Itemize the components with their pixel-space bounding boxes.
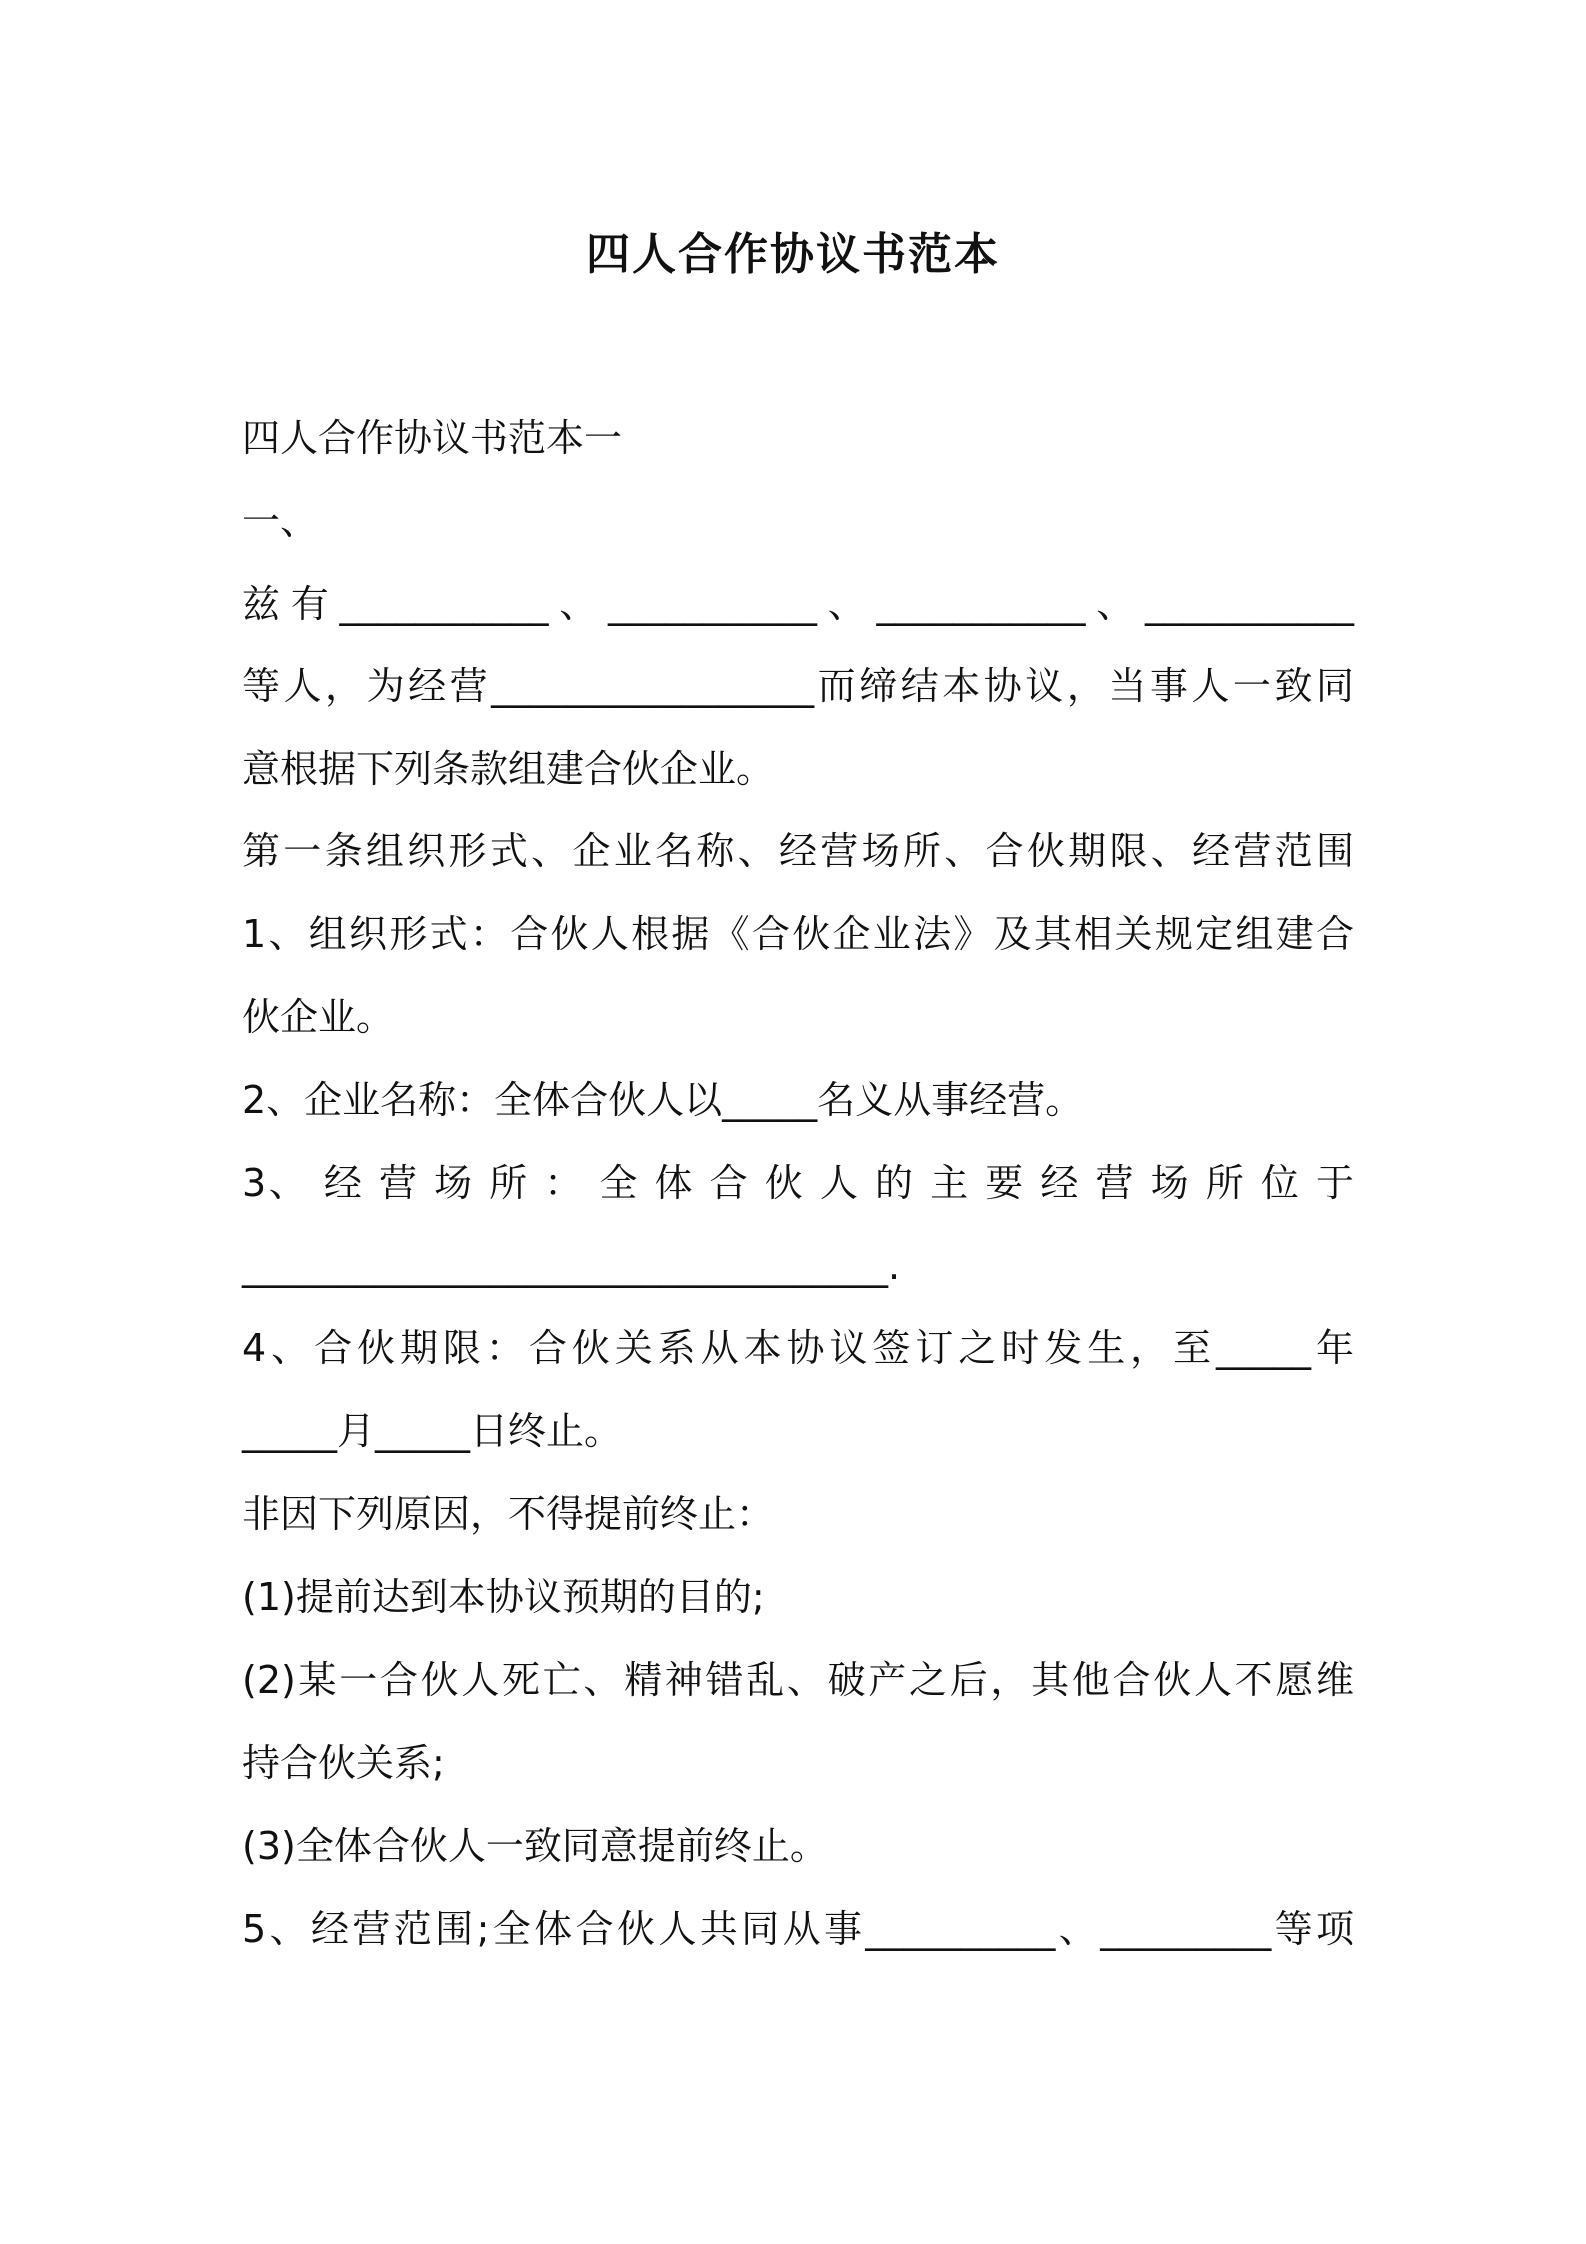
clause-number: 一、 xyxy=(242,499,319,543)
paragraph-line: 非因下列原因，不得提前终止： xyxy=(242,1492,775,1536)
paragraph-line: 3、 经 营 场 所 ： 全 体 合 伙 人 的 主 要 经 营 场 所 位 于 xyxy=(242,1161,1354,1205)
section-heading: 四人合作协议书范本一 xyxy=(242,416,623,460)
paragraph-line: 2、企业名称：全体合伙人以_____名义从事经营。 xyxy=(242,1078,1084,1122)
paragraph-line: 意根据下列条款组建合伙企业。 xyxy=(242,747,775,791)
paragraph-line: _____月_____日终止。 xyxy=(242,1409,623,1453)
paragraph-line: 4、合伙期限：合伙关系从本协议签订之时发生，至_____年 xyxy=(242,1326,1354,1370)
list-item: (2)某一合伙人死亡、精神错乱、破产之后，其他合伙人不愿维 xyxy=(242,1658,1354,1702)
paragraph-line: 兹有___________、___________、___________、___________ xyxy=(242,582,1354,626)
article-heading: 第一条组织形式、企业名称、经营场所、合伙期限、经营范围 xyxy=(242,829,1354,873)
blank-line: __________________________________. xyxy=(242,1244,901,1288)
list-item: (1)提前达到本协议预期的目的; xyxy=(242,1575,765,1619)
paragraph-line: 5、经营范围;全体合伙人共同从事__________、_________等项 xyxy=(242,1907,1354,1951)
list-item: (3)全体合伙人一致同意提前终止。 xyxy=(242,1824,828,1868)
paragraph-line: 伙企业。 xyxy=(242,995,395,1039)
document-title: 四人合作协议书范本 xyxy=(586,229,1000,280)
list-item-continuation: 持合伙关系; xyxy=(242,1741,445,1785)
paragraph-line: 等人，为经营_________________而缔结本协议，当事人一致同 xyxy=(242,664,1354,708)
paragraph-line: 1、组织形式：合伙人根据《合伙企业法》及其相关规定组建合 xyxy=(242,912,1354,956)
